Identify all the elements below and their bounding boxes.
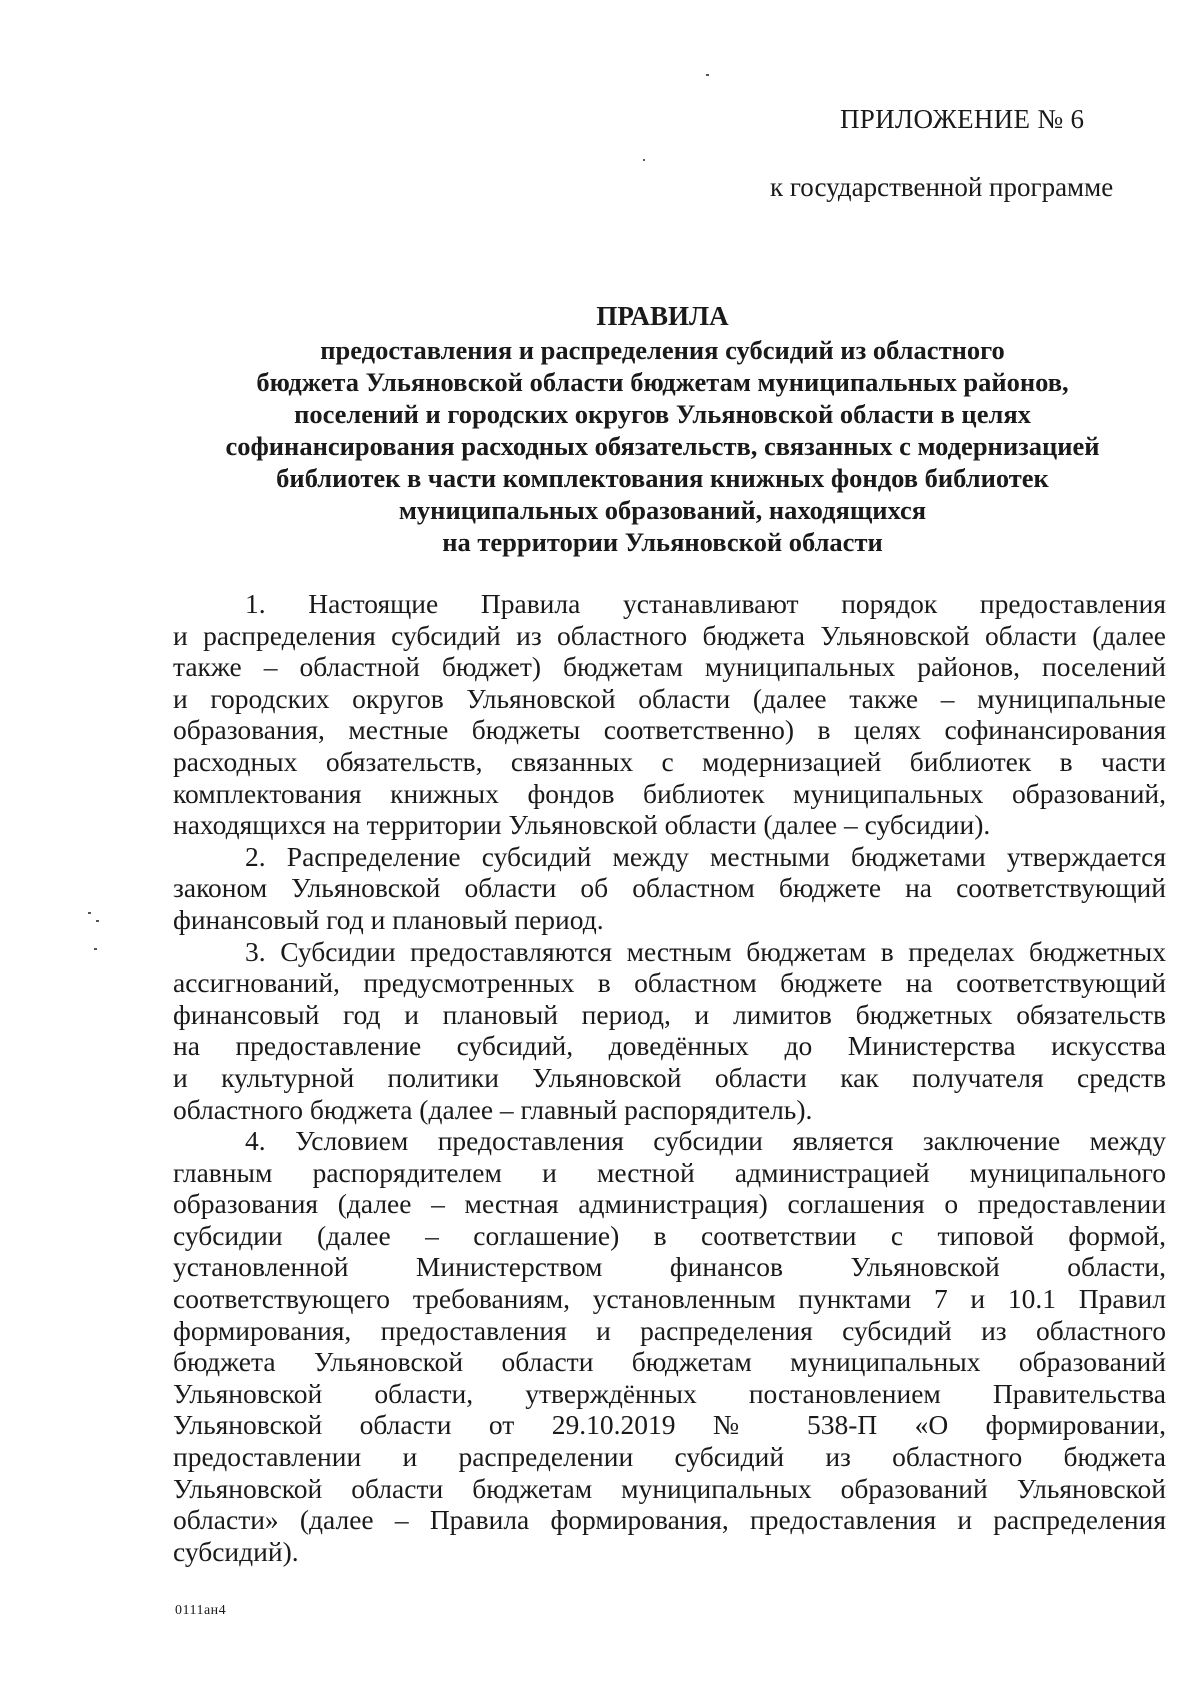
heading-line: муниципальных образований, находящихся — [398, 495, 927, 525]
heading-line: поселений и городских округов Ульяновской области в целях — [294, 399, 1031, 429]
heading-line: на территории Ульяновской области — [442, 527, 883, 557]
document-body — [173, 588, 1166, 1567]
heading-line: предоставления и распределения субсидий из областного — [320, 335, 1005, 365]
paragraph-2 — [173, 841, 1166, 936]
paragraph-line: на предоставление субсидий, доведённых до Министерства искусства — [173, 1030, 1166, 1062]
paragraph-line: Ульяновской области от 29.10.2019 № 538-П «О формировании, — [173, 1409, 1166, 1441]
heading-title: ПРАВИЛА — [596, 301, 729, 331]
appendix-subtitle: к государственной программе — [770, 172, 1114, 202]
paragraph-4 — [173, 1125, 1166, 1567]
paragraph-line: также – областной бюджет) бюджетам муниципальных районов, поселений — [173, 651, 1166, 683]
scan-speck — [88, 912, 91, 914]
paragraph-line: соответствующего требованиям, установленным пунктами 7 и 10.1 Правил — [173, 1283, 1166, 1315]
paragraph-line: 4. Условием предоставления субсидии является заключение между — [245, 1125, 1166, 1157]
scan-speck — [94, 948, 97, 950]
paragraph-line: 1. Настоящие Правила устанавливают порядок предоставления — [245, 588, 1166, 619]
paragraph-line: 3. Субсидии предоставляются местным бюджетам в пределах бюджетных — [245, 935, 1166, 967]
heading-line: бюджета Ульяновской области бюджетам муниципальных районов, — [256, 367, 1069, 397]
paragraph-line: и распределения субсидий из областного бюджета Ульяновской области (далее — [173, 619, 1166, 651]
paragraph-line: Ульяновской области, утверждённых постановлением Правительства — [173, 1377, 1166, 1409]
paragraph-1 — [173, 588, 1166, 841]
document-heading — [160, 300, 1165, 558]
scan-speck — [643, 159, 645, 161]
heading-line: библиотек в части комплектования книжных фондов библиотек — [276, 463, 1049, 493]
paragraph-line: субсидий). — [173, 1535, 299, 1567]
paragraph-line: находящихся на территории Ульяновской области (далее – субсидии). — [173, 809, 991, 841]
paragraph-line: областного бюджета (далее – главный распорядитель). — [173, 1093, 813, 1125]
paragraph-3 — [173, 936, 1166, 1126]
paragraph-line: образования, местные бюджеты соответственно) в целях софинансирования — [173, 714, 1166, 746]
paragraph-line: бюджета Ульяновской области бюджетам муниципальных образований — [173, 1346, 1166, 1378]
paragraph-line: предоставлении и распределении субсидий из областного бюджета — [173, 1441, 1166, 1473]
paragraph-line: образования (далее – местная администрация) соглашения о предоставлении — [173, 1188, 1166, 1220]
paragraph-line: 2. Распределение субсидий между местными бюджетами утверждается — [245, 840, 1166, 872]
footer-code: 0111ан4 — [175, 1603, 227, 1618]
paragraph-line: и городских округов Ульяновской области (далее также – муниципальные — [173, 682, 1166, 714]
heading-subtitle — [160, 334, 1165, 558]
paragraph-line: субсидии (далее – соглашение) в соответствии с типовой формой, — [173, 1219, 1166, 1251]
paragraph-line: Ульяновской области бюджетам муниципальных образований Ульяновской — [173, 1472, 1166, 1504]
paragraph-line: области» (далее – Правила формирования, предоставления и распределения — [173, 1504, 1166, 1536]
paragraph-line: комплектования книжных фондов библиотек муниципальных образований, — [173, 777, 1166, 809]
paragraph-line: и культурной политики Ульяновской области как получателя средств — [173, 1061, 1166, 1093]
paragraph-line: установленной Министерством финансов Ульяновской области, — [173, 1251, 1166, 1283]
paragraph-line: главным распорядителем и местной администрацией муниципального — [173, 1156, 1166, 1188]
heading-line: софинансирования расходных обязательств, связанных с модернизацией — [225, 431, 1100, 461]
paragraph-line: расходных обязательств, связанных с модернизацией библиотек в части — [173, 745, 1166, 777]
appendix-title: ПРИЛОЖЕНИЕ № 6 — [840, 104, 1085, 134]
paragraph-line: законом Ульяновской области об областном бюджете на соответствующий — [173, 872, 1166, 904]
paragraph-line: формирования, предоставления и распределения субсидий из областного — [173, 1314, 1166, 1346]
scan-speck — [706, 74, 709, 76]
paragraph-line: ассигнований, предусмотренных в областном бюджете на соответствующий — [173, 967, 1166, 999]
scan-speck — [96, 920, 99, 922]
paragraph-line: финансовый год и плановый период. — [173, 903, 604, 935]
paragraph-line: финансовый год и плановый период, и лимитов бюджетных обязательств — [173, 998, 1166, 1030]
